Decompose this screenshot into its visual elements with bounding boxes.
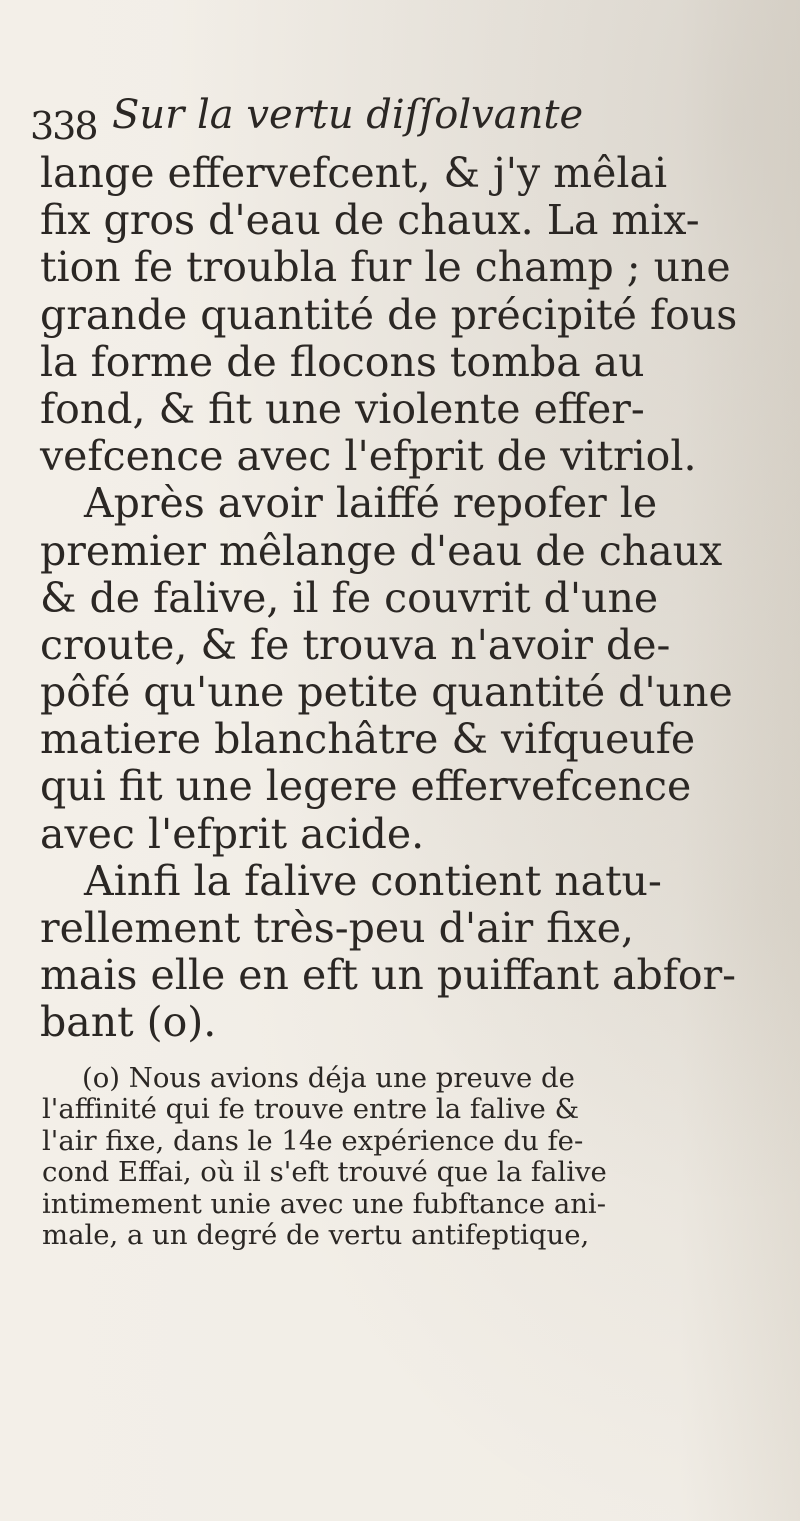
footnote-line: l'affinité qui fe trouve entre la falive & [42,1093,580,1126]
text-line: matiere blanchâtre & vifqueufe [40,715,696,764]
page-number: 338 [30,104,97,148]
text-line: croute, & fe trouva n'avoir de- [40,620,671,669]
text-line: vefcence avec l'efprit de vitriol. [40,432,697,481]
text-line: fond, & fit une violente effer- [40,384,645,433]
footnote-line: (o) Nous avions déja une preuve de [82,1062,575,1094]
footnote-line: l'air fixe, dans le 14e expérience du fe- [42,1124,584,1157]
footnote-line: male, a un degré de vertu antifeptique, [42,1218,590,1251]
running-title: Sur la vertu diſſolvante [112,92,584,138]
page-header [30,92,770,148]
text-line: fix gros d'eau de chaux. La mix- [40,196,700,245]
text-line: tion fe troubla fur le champ ; une [40,243,731,292]
text-line: bant (o). [40,998,217,1047]
text-line: premier mêlange d'eau de chaux [40,526,723,575]
text-line: & de falive, il fe couvrit d'une [40,573,659,622]
text-line: avec l'efprit acide. [40,809,425,858]
paragraph-start-line: Après avoir laiffé repofer le [84,479,658,528]
footnote-line: intimement unie avec une fubftance ani- [42,1187,607,1220]
body-text [40,150,790,1047]
text-line: la forme de flocons tomba au [40,337,645,386]
footnote-line: cond Effai, où il s'eft trouvé que la falive [42,1156,607,1189]
text-line: pôfé qu'une petite quantité d'une [40,668,733,717]
footnote [42,1063,790,1251]
text-line: qui fit une legere effervefcence [40,762,692,811]
paragraph-start-line: Ainfi la falive contient natu- [84,856,662,905]
text-line: rellement très-peu d'air fixe, [40,904,635,952]
text-line: lange effervefcent, & j'y mêlai [40,149,668,197]
text-line: mais elle en eft un puiffant abfor- [40,951,737,1000]
text-line: grande quantité de précipité fous [40,290,738,339]
